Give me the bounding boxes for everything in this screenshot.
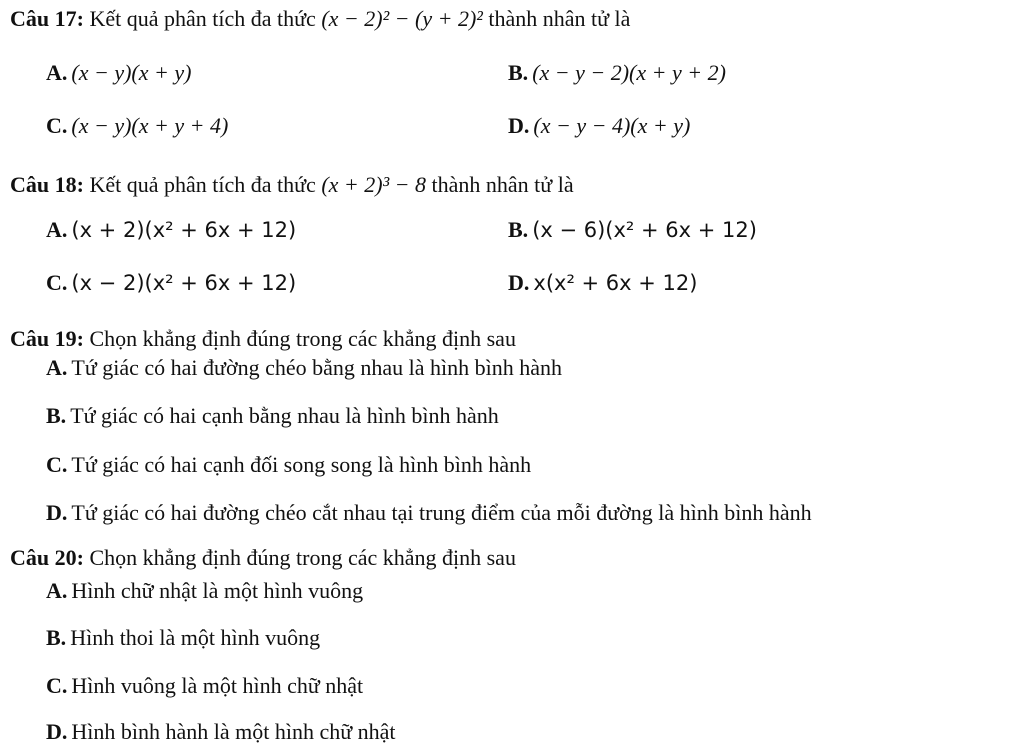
option-text: (x − 2)(x² + 6x + 12): [71, 271, 297, 295]
option-18-c[interactable]: [46, 270, 296, 296]
option-letter: C.: [46, 270, 68, 295]
option-19-b[interactable]: [46, 403, 499, 429]
question-18-stem: [10, 172, 574, 198]
option-18-b[interactable]: [508, 217, 757, 243]
option-text: Hình bình hành là một hình chữ nhật: [71, 719, 396, 744]
question-number: Câu 19:: [10, 326, 84, 351]
option-letter: A.: [46, 578, 68, 603]
option-20-d[interactable]: [46, 719, 396, 745]
option-17-d[interactable]: [508, 113, 690, 139]
option-text: Hình chữ nhật là một hình vuông: [71, 578, 364, 603]
option-letter: B.: [46, 403, 67, 428]
option-text: Tứ giác có hai đường chéo bằng nhau là hình bình hành: [71, 355, 563, 380]
option-19-d[interactable]: [46, 500, 812, 526]
option-letter: D.: [46, 719, 68, 744]
option-text: Tứ giác có hai cạnh đối song song là hình bình hành: [71, 452, 532, 477]
option-letter: A.: [46, 217, 68, 242]
option-20-c[interactable]: [46, 673, 363, 699]
stem-text: Kết quả phân tích đa thức: [89, 172, 316, 197]
stem-text: Chọn khẳng định đúng trong các khẳng định sau: [89, 545, 516, 570]
option-letter: C.: [46, 452, 68, 477]
option-letter: C.: [46, 673, 68, 698]
option-17-a[interactable]: [46, 60, 191, 86]
option-text: (x − 6)(x² + 6x + 12): [532, 218, 757, 242]
option-letter: B.: [508, 217, 529, 242]
option-19-c[interactable]: [46, 452, 531, 478]
option-text: x(x² + 6x + 12): [533, 271, 698, 295]
option-20-b[interactable]: [46, 625, 320, 651]
option-letter: D.: [508, 113, 530, 138]
option-20-a[interactable]: [46, 578, 363, 604]
option-text: (x − y)(x + y + 4): [71, 113, 229, 138]
stem-text: Chọn khẳng định đúng trong các khẳng định sau: [89, 326, 516, 351]
question-20-stem: [10, 545, 516, 571]
option-letter: B.: [508, 60, 529, 85]
option-17-c[interactable]: [46, 113, 228, 139]
option-text: Hình thoi là một hình vuông: [70, 625, 321, 650]
question-number: Câu 18:: [10, 172, 84, 197]
option-18-d[interactable]: [508, 270, 697, 296]
option-text: Tứ giác có hai đường chéo cắt nhau tại trung điểm của mỗi đường là hình bình hành: [71, 500, 812, 525]
question-17-stem: [10, 6, 630, 32]
option-19-a[interactable]: [46, 355, 562, 381]
option-18-a[interactable]: [46, 217, 296, 243]
option-letter: D.: [508, 270, 530, 295]
option-text: Hình vuông là một hình chữ nhật: [71, 673, 364, 698]
option-letter: A.: [46, 355, 68, 380]
option-letter: A.: [46, 60, 68, 85]
option-text: (x + 2)(x² + 6x + 12): [71, 218, 297, 242]
option-text: Tứ giác có hai cạnh bằng nhau là hình bình hành: [70, 403, 499, 428]
option-text: (x − y − 2)(x + y + 2): [532, 60, 726, 85]
option-letter: D.: [46, 500, 68, 525]
stem-math: (x − 2)² − (y + 2)²: [321, 6, 483, 31]
stem-math: (x + 2)³ − 8: [321, 172, 427, 197]
question-19-stem: [10, 326, 516, 352]
option-letter: B.: [46, 625, 67, 650]
option-letter: C.: [46, 113, 68, 138]
stem-text-end: thành nhân tử là: [488, 6, 631, 31]
question-number: Câu 20:: [10, 545, 84, 570]
option-text: (x − y − 4)(x + y): [533, 113, 691, 138]
option-text: (x − y)(x + y): [71, 60, 192, 85]
stem-text: Kết quả phân tích đa thức: [89, 6, 316, 31]
stem-text-end: thành nhân tử là: [431, 172, 574, 197]
question-number: Câu 17:: [10, 6, 84, 31]
option-17-b[interactable]: [508, 60, 726, 86]
